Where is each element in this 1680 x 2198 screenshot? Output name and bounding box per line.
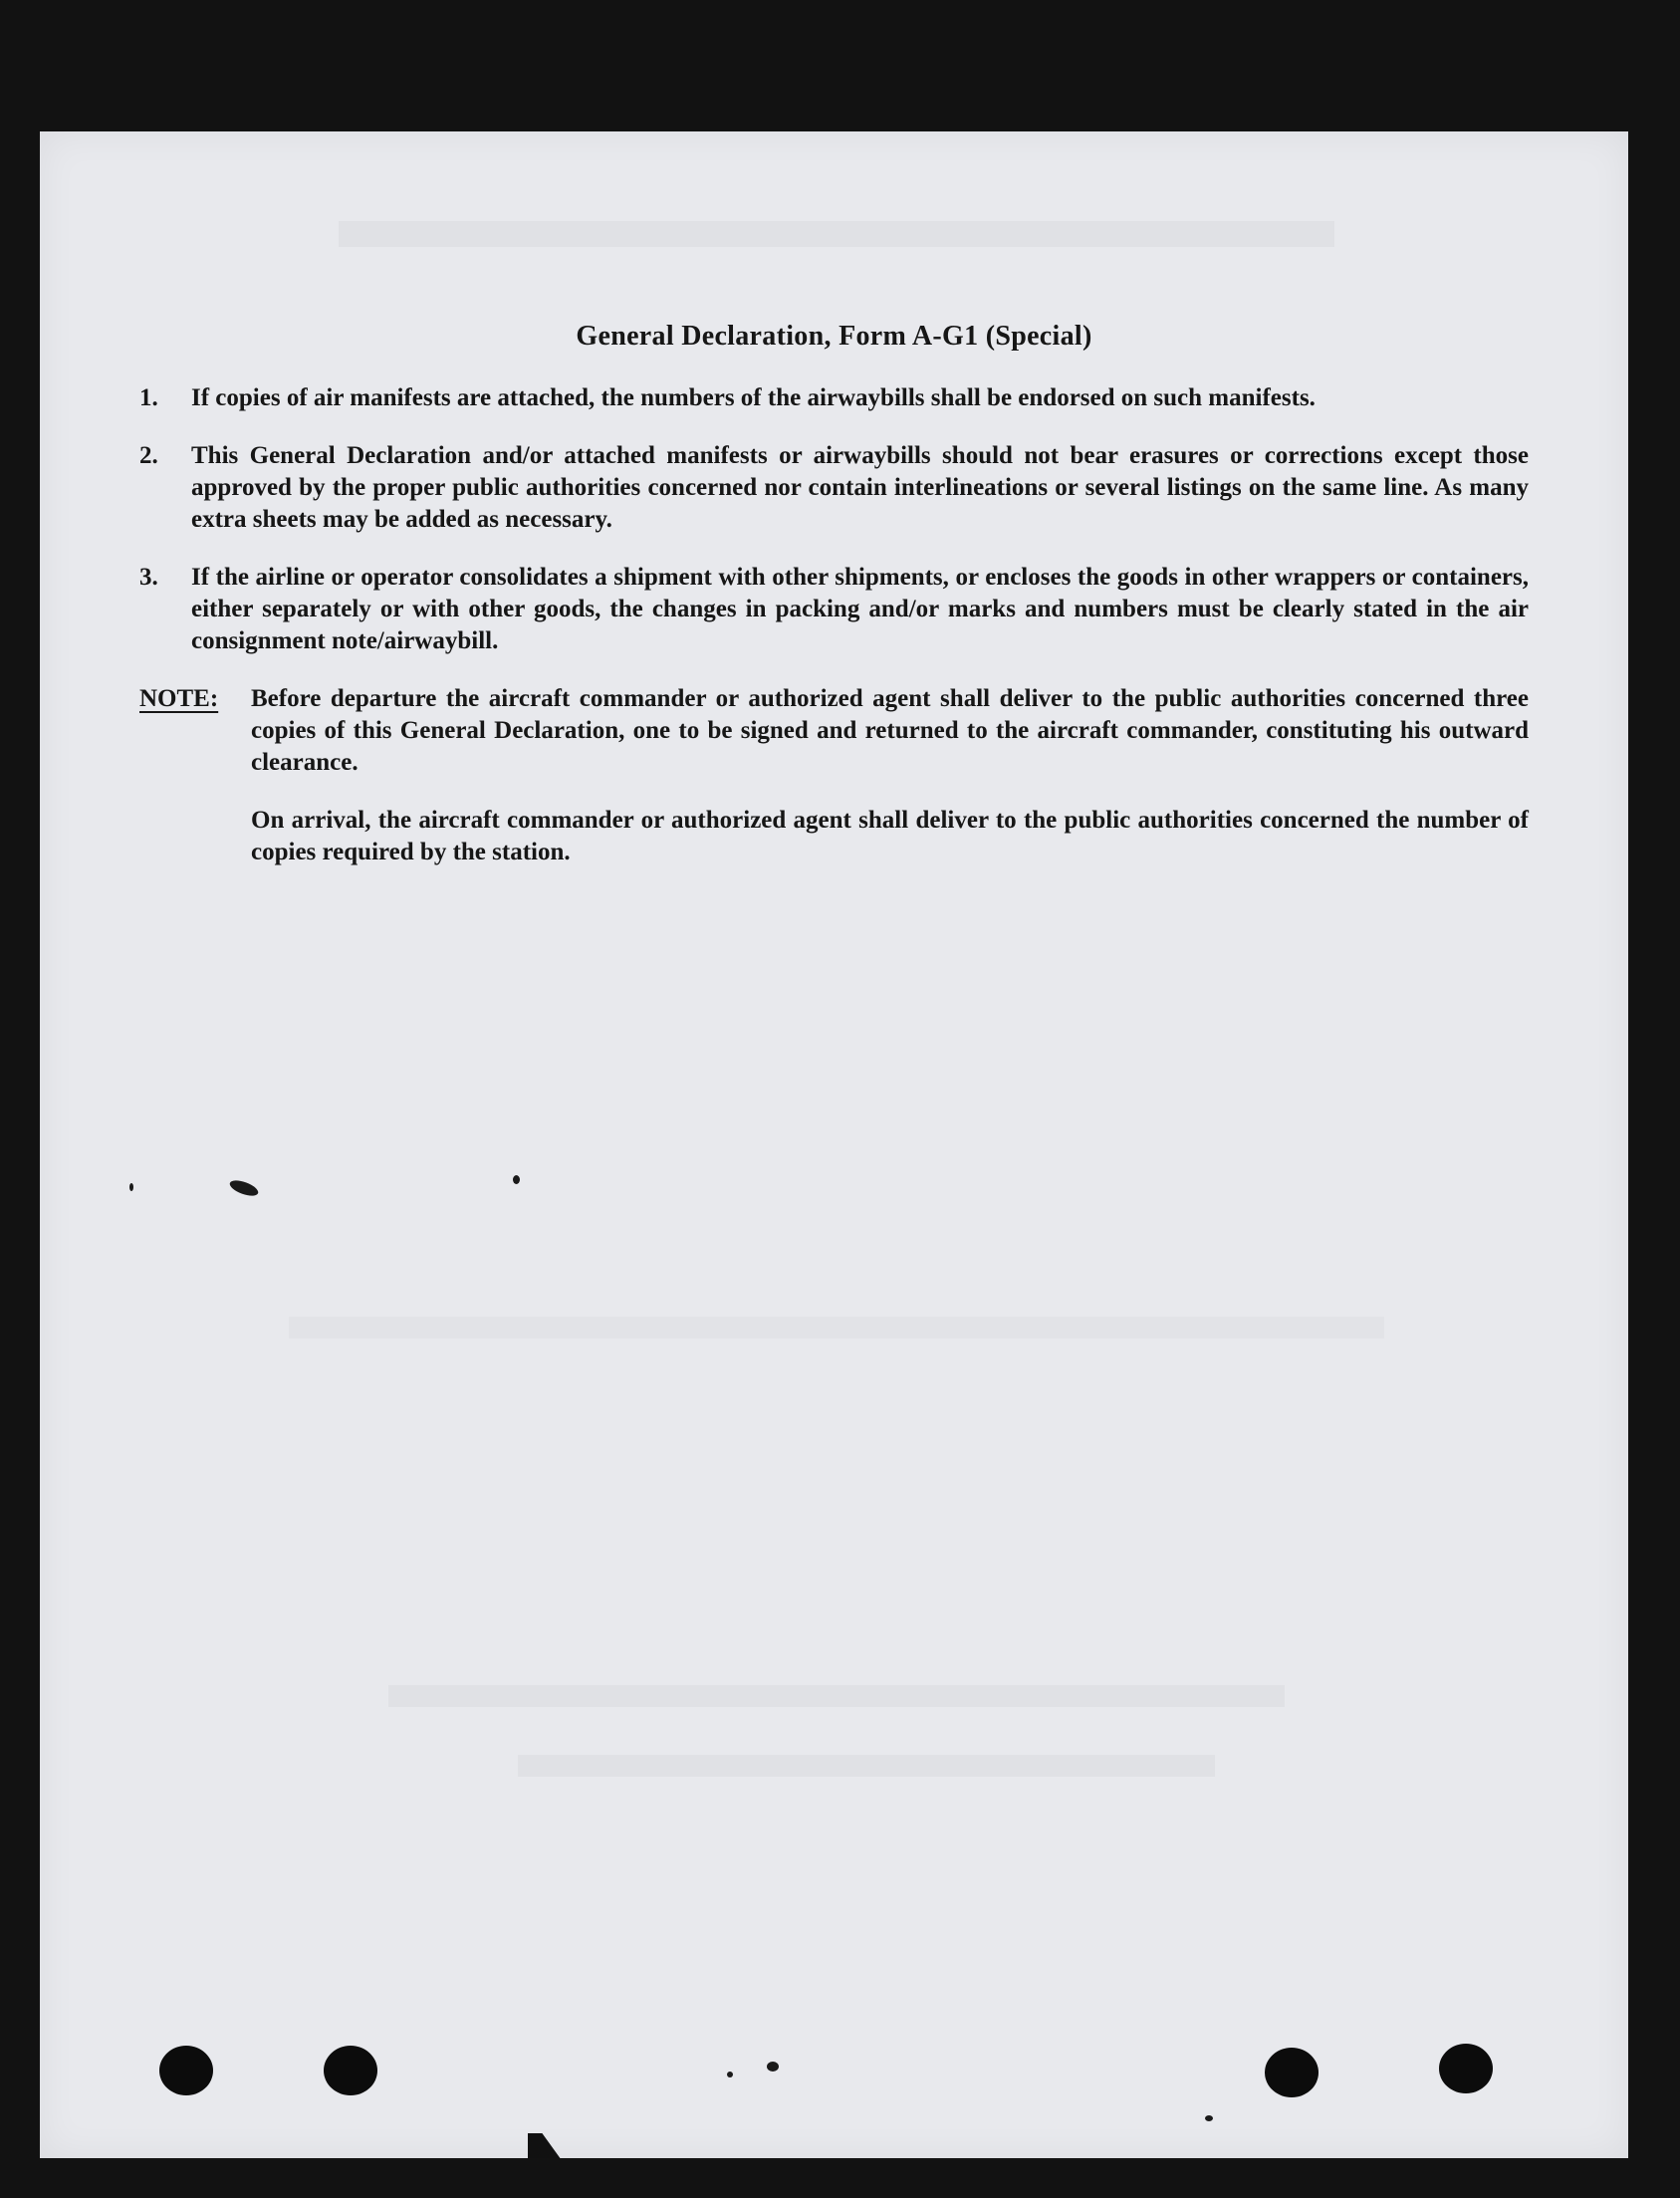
document-page bbox=[40, 131, 1628, 2158]
note-section bbox=[139, 683, 1529, 894]
ink-speck bbox=[129, 1183, 133, 1191]
punch-hole bbox=[159, 2046, 213, 2095]
note-body bbox=[251, 683, 1529, 894]
item-text: If copies of air manifests are attached, the numbers of the airwaybills shall be endorsed on such manifests. bbox=[191, 384, 1316, 411]
punch-hole bbox=[1439, 2044, 1493, 2093]
ink-speck bbox=[1205, 2115, 1213, 2121]
page-title: General Declaration, Form A-G1 (Special) bbox=[576, 321, 1092, 352]
bleed-through-mark bbox=[518, 1755, 1215, 1777]
bleed-through-mark bbox=[289, 1317, 1384, 1339]
list-item bbox=[139, 440, 1529, 536]
declaration-content bbox=[139, 321, 1529, 894]
note-label: NOTE: bbox=[139, 685, 219, 712]
paper-tear bbox=[528, 2133, 564, 2158]
item-number: 1. bbox=[139, 384, 158, 411]
note-paragraph: Before departure the aircraft commander or authorized agent shall deliver to the public authorities concerned three copies of this General Declaration, one to be signed and returned to the aircraft commander, constituting his outward clearance. bbox=[251, 685, 1529, 776]
item-number: 2. bbox=[139, 442, 158, 469]
item-text: This General Declaration and/or attached manifests or airwaybills should not bear erasures or corrections except those approved by the proper public authorities concerned nor contain interlineations or several listings on the same line. As many extra sheets may be added as necessary. bbox=[191, 442, 1529, 533]
bleed-through-mark bbox=[388, 1685, 1285, 1707]
list-item bbox=[139, 562, 1529, 657]
list-item bbox=[139, 382, 1529, 414]
punch-hole bbox=[1265, 2048, 1319, 2097]
item-number: 3. bbox=[139, 564, 158, 591]
ink-speck bbox=[228, 1177, 260, 1199]
item-text: If the airline or operator consolidates a shipment with other shipments, or encloses the goods in other wrappers or containers, either separately or with other goods, the changes in packing and/or marks and numbers must be clearly stated in the air consignment note/airwaybill. bbox=[191, 564, 1529, 654]
ink-speck bbox=[727, 2072, 733, 2077]
note-paragraph: On arrival, the aircraft commander or authorized agent shall deliver to the public authorities concerned the number of copies required by the station. bbox=[251, 807, 1529, 865]
bleed-through-mark bbox=[339, 221, 1334, 247]
ink-speck bbox=[513, 1175, 520, 1184]
punch-hole bbox=[324, 2046, 377, 2095]
ink-speck bbox=[767, 2062, 779, 2072]
